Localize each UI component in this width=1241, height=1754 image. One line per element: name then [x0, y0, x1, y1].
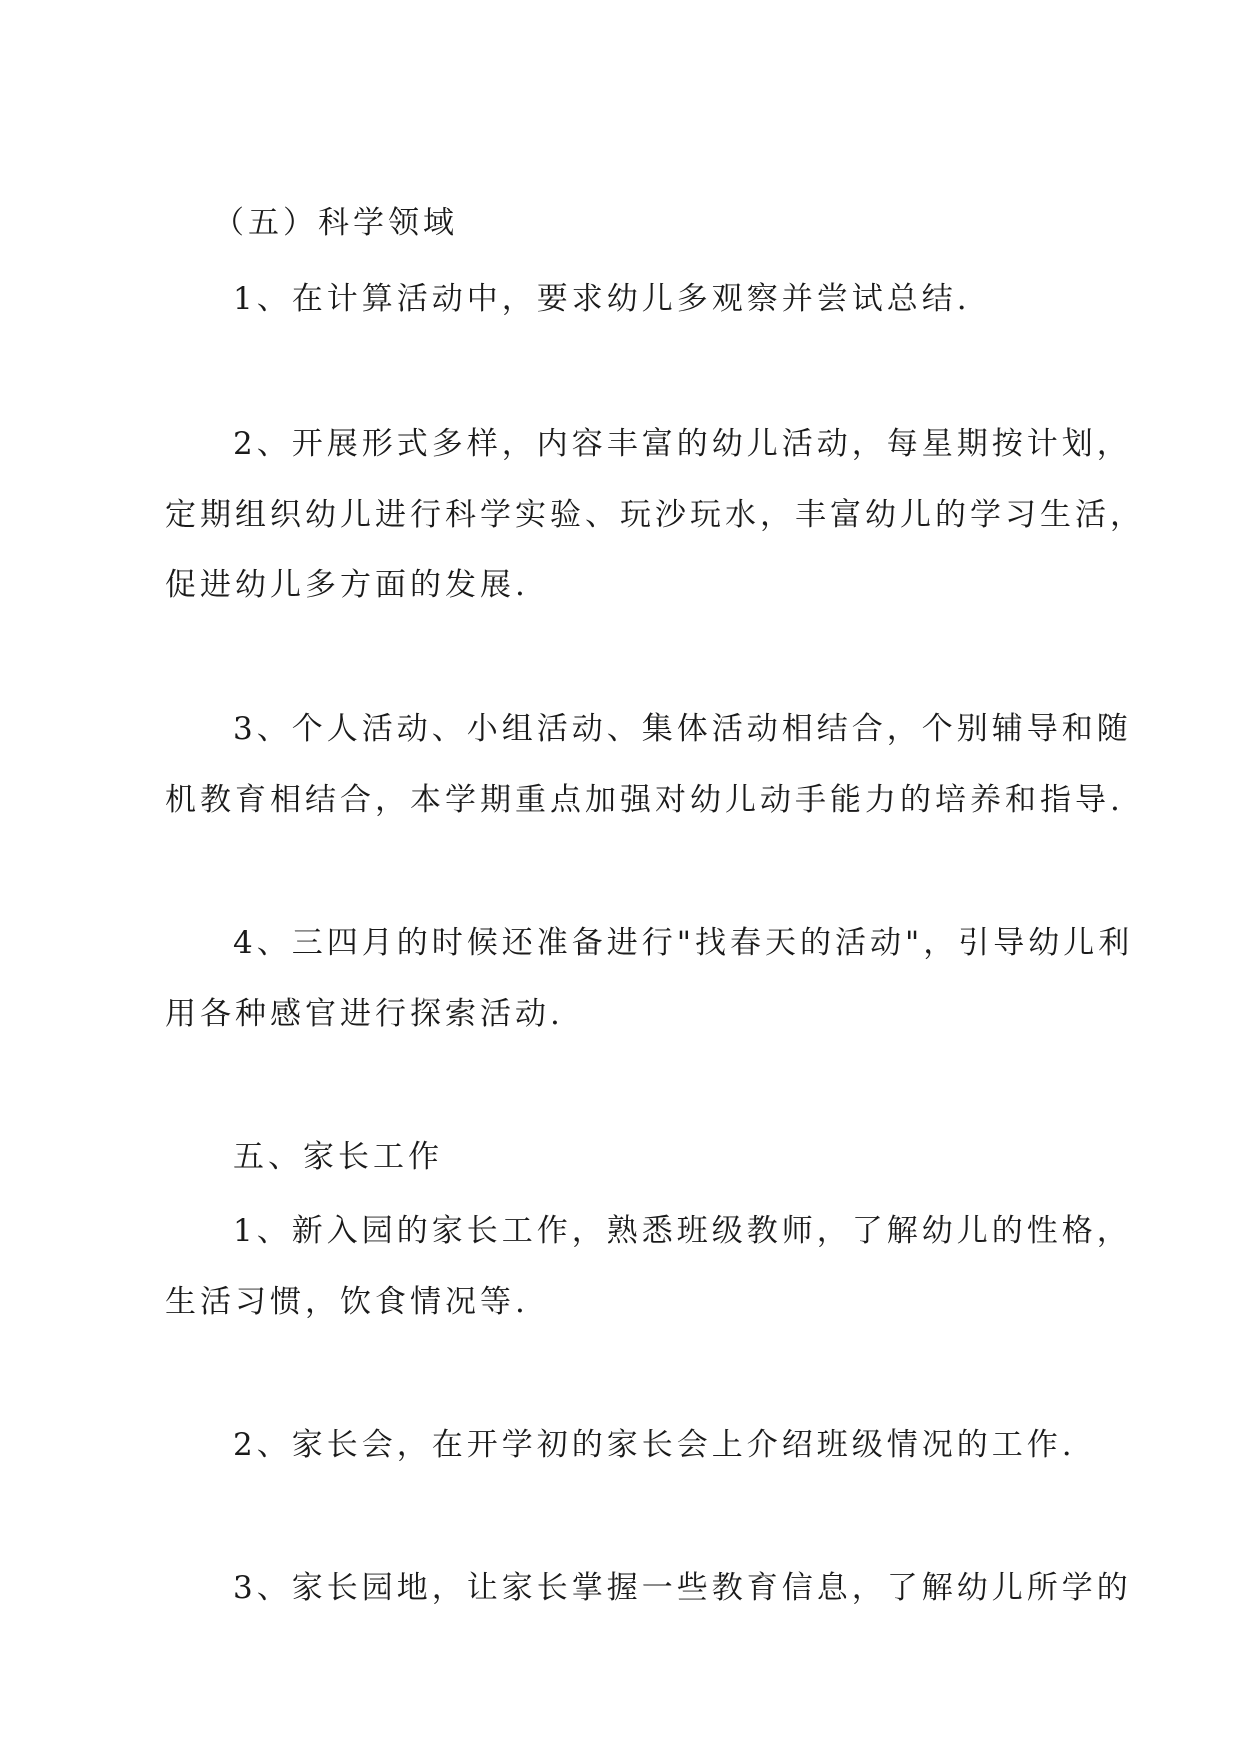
science-item-3-line-1: 3、个人活动、小组活动、集体活动相结合，个别辅导和随: [233, 711, 1132, 747]
science-item-2-line-2: 定期组织幼儿进行科学实验、玩沙玩水，丰富幼儿的学习生活，: [165, 497, 1145, 533]
parents-item-1-line-1: 1、新入园的家长工作，熟悉班级教师，了解幼儿的性格，: [233, 1213, 1132, 1249]
science-item-2-line-3: 促进幼儿多方面的发展.: [165, 567, 529, 603]
science-item-2-line-1: 2、开展形式多样，内容丰富的幼儿活动，每星期按计划，: [233, 426, 1132, 462]
parents-item-1-line-2: 生活习惯，饮食情况等.: [165, 1284, 529, 1320]
parents-item-3-line-1: 3、家长园地，让家长掌握一些教育信息，了解幼儿所学的: [233, 1570, 1132, 1606]
science-item-4-line-2: 用各种感官进行探索活动.: [165, 996, 564, 1032]
science-item-4-line-1: 4、三四月的时候还准备进行"找春天的活动"，引导幼儿利: [233, 925, 1134, 961]
parents-item-2: 2、家长会，在开学初的家长会上介绍班级情况的工作.: [233, 1427, 1076, 1463]
section-heading-parents: 五、家长工作: [233, 1139, 443, 1175]
science-item-3-line-2: 机教育相结合，本学期重点加强对幼儿动手能力的培养和指导.: [165, 782, 1124, 818]
science-item-1: 1、在计算活动中，要求幼儿多观察并尝试总结.: [233, 281, 971, 317]
section-heading-science: （五）科学领域: [213, 205, 458, 241]
